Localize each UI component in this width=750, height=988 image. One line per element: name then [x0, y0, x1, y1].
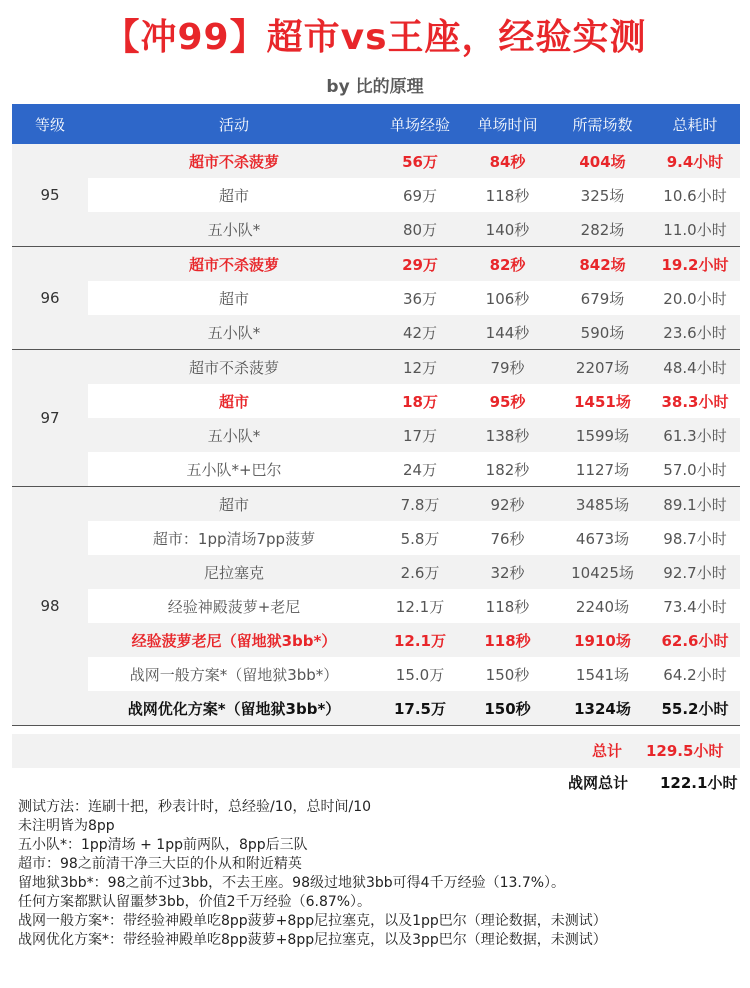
cell-count: 325场 — [580, 186, 625, 205]
cell-count: 282场 — [580, 220, 625, 239]
cell-activity: 超市：1pp清场7pp菠萝 — [152, 529, 316, 548]
cell-activity: 超市 — [218, 289, 249, 308]
cell-exp: 17.5万 — [393, 699, 446, 718]
note-line: 战网一般方案*：带经验神殿单吃8pp菠萝+8pp尼拉塞克，以及1pp巴尔（理论数据，未测试） — [18, 913, 607, 929]
table-body — [12, 144, 740, 726]
cell-count: 404场 — [579, 152, 626, 171]
cell-activity: 五小队* — [207, 323, 261, 342]
table-row — [88, 144, 740, 178]
table-row — [88, 418, 740, 452]
cell-time: 106秒 — [485, 289, 530, 308]
total-value: 129.5小时 — [646, 742, 724, 760]
cell-exp: 2.6万 — [400, 563, 440, 582]
level-group — [12, 487, 740, 726]
cell-time: 118秒 — [484, 631, 531, 650]
level-cell: 95 — [12, 144, 88, 246]
cell-count: 1910场 — [574, 631, 631, 650]
cell-time: 95秒 — [489, 392, 526, 411]
cell-exp: 29万 — [402, 255, 438, 274]
cell-count: 1451场 — [574, 392, 631, 411]
cell-total: 10.6小时 — [663, 186, 727, 205]
cell-time: 138秒 — [485, 426, 530, 445]
note-line: 战网优化方案*：带经验神殿单吃8pp菠萝+8pp尼拉塞克，以及3pp巴尔（理论数据，未测试） — [18, 932, 607, 948]
cell-total: 89.1小时 — [663, 495, 727, 514]
bnet-total-label: 战网总计 — [568, 774, 629, 792]
cell-total: 92.7小时 — [663, 563, 727, 582]
cell-activity: 战网优化方案*（留地狱3bb*） — [127, 699, 341, 718]
cell-time: 92秒 — [490, 495, 525, 514]
total-row — [12, 734, 740, 768]
cell-count: 3485场 — [575, 495, 630, 514]
note-line: 未注明皆为8pp — [18, 818, 115, 834]
cell-activity: 超市不杀菠萝 — [188, 255, 279, 274]
cell-exp: 80万 — [402, 220, 438, 239]
cell-count: 842场 — [579, 255, 626, 274]
cell-count: 2240场 — [575, 597, 630, 616]
cell-time: 140秒 — [485, 220, 530, 239]
bnet-total-row — [12, 766, 740, 800]
exp-table — [12, 104, 740, 726]
level-group — [12, 247, 740, 350]
cell-total: 38.3小时 — [661, 392, 729, 411]
header-total: 总耗时 — [672, 115, 718, 134]
table-row — [88, 521, 740, 555]
page-subtitle: by 比的原理 — [326, 77, 424, 97]
cell-total: 48.4小时 — [663, 358, 727, 377]
cell-activity: 超市 — [218, 186, 249, 205]
cell-activity: 超市不杀菠萝 — [188, 152, 279, 171]
cell-time: 76秒 — [490, 529, 525, 548]
cell-time: 150秒 — [485, 665, 530, 684]
table-row — [88, 212, 740, 246]
cell-exp: 17万 — [402, 426, 438, 445]
table-row — [88, 691, 740, 725]
cell-time: 182秒 — [485, 460, 530, 479]
cell-exp: 36万 — [402, 289, 438, 308]
cell-count: 1127场 — [575, 460, 630, 479]
total-label: 总计 — [592, 742, 623, 760]
cell-total: 62.6小时 — [661, 631, 729, 650]
bnet-total-value: 122.1小时 — [660, 774, 738, 792]
cell-time: 144秒 — [485, 323, 530, 342]
cell-count: 590场 — [580, 323, 625, 342]
notes — [18, 798, 743, 950]
level-cell: 97 — [12, 350, 88, 486]
cell-exp: 15.0万 — [395, 665, 445, 684]
cell-count: 1541场 — [575, 665, 630, 684]
level-cell: 98 — [12, 487, 88, 725]
cell-total: 98.7小时 — [663, 529, 727, 548]
header-exp: 单场经验 — [389, 115, 450, 134]
cell-exp: 56万 — [402, 152, 438, 171]
cell-total: 73.4小时 — [663, 597, 727, 616]
cell-exp: 7.8万 — [400, 495, 440, 514]
note-line: 任何方案都默认留噩梦3bb，价值2千万经验（6.87%）。 — [18, 894, 372, 910]
cell-activity: 尼拉塞克 — [203, 563, 264, 582]
cell-exp: 12万 — [402, 358, 438, 377]
note-line: 五小队*：1pp清场 + 1pp前两队，8pp后三队 — [18, 837, 308, 853]
cell-count: 4673场 — [575, 529, 630, 548]
cell-time: 79秒 — [490, 358, 525, 377]
cell-time: 118秒 — [485, 186, 530, 205]
table-row — [88, 657, 740, 691]
note-line: 留地狱3bb*：98之前不过3bb，不去王座。98级过地狱3bb可得4千万经验（13.7%）。 — [18, 875, 566, 891]
cell-time: 84秒 — [489, 152, 526, 171]
cell-activity: 五小队* — [207, 426, 261, 445]
cell-activity: 超市 — [218, 392, 249, 411]
cell-exp: 12.1万 — [393, 631, 446, 650]
cell-activity: 五小队* — [207, 220, 261, 239]
header-activity: 活动 — [218, 115, 249, 134]
cell-exp: 69万 — [402, 186, 438, 205]
table-row — [88, 350, 740, 384]
table-row — [88, 452, 740, 486]
cell-total: 55.2小时 — [661, 699, 729, 718]
cell-activity: 超市不杀菠萝 — [188, 358, 279, 377]
note-line: 测试方法：连刷十把，秒表计时，总经验/10，总时间/10 — [18, 799, 372, 815]
cell-total: 9.4小时 — [666, 152, 724, 171]
table-row — [88, 281, 740, 315]
cell-exp: 24万 — [402, 460, 438, 479]
table-row — [88, 247, 740, 281]
level-group — [12, 144, 740, 247]
cell-exp: 5.8万 — [400, 529, 440, 548]
note-line: 超市：98之前清干净三大臣的仆从和附近精英 — [18, 856, 302, 872]
cell-exp: 12.1万 — [395, 597, 445, 616]
cell-time: 118秒 — [485, 597, 530, 616]
cell-exp: 18万 — [402, 392, 438, 411]
cell-exp: 42万 — [402, 323, 438, 342]
table-row — [88, 623, 740, 657]
table-row — [88, 315, 740, 349]
page-title: 【冲99】超市vs王座，经验实测 — [103, 17, 647, 58]
level-group — [12, 350, 740, 487]
cell-count: 679场 — [580, 289, 625, 308]
table-row — [88, 178, 740, 212]
level-cell: 96 — [12, 247, 88, 349]
cell-total: 61.3小时 — [663, 426, 727, 445]
cell-total: 19.2小时 — [661, 255, 729, 274]
cell-count: 2207场 — [575, 358, 630, 377]
table-row — [88, 384, 740, 418]
cell-time: 32秒 — [490, 563, 525, 582]
table-header — [12, 104, 740, 144]
header-count: 所需场数 — [572, 115, 633, 134]
table-row — [88, 589, 740, 623]
cell-count: 1599场 — [575, 426, 630, 445]
header-time: 单场时间 — [477, 115, 538, 134]
cell-total: 23.6小时 — [663, 323, 727, 342]
cell-total: 57.0小时 — [663, 460, 727, 479]
cell-time: 82秒 — [489, 255, 526, 274]
cell-time: 150秒 — [484, 699, 531, 718]
table-row — [88, 487, 740, 521]
header-level: 等级 — [34, 115, 65, 134]
cell-activity: 战网一般方案*（留地狱3bb*） — [129, 665, 339, 684]
cell-total: 64.2小时 — [663, 665, 727, 684]
cell-count: 1324场 — [574, 699, 631, 718]
cell-activity: 经验神殿菠萝+老尼 — [167, 597, 301, 616]
cell-count: 10425场 — [571, 563, 634, 582]
cell-activity: 超市 — [218, 495, 249, 514]
cell-total: 20.0小时 — [663, 289, 727, 308]
cell-activity: 经验菠萝老尼（留地狱3bb*） — [131, 631, 337, 650]
cell-total: 11.0小时 — [663, 220, 727, 239]
cell-activity: 五小队*+巴尔 — [186, 460, 282, 479]
table-row — [88, 555, 740, 589]
